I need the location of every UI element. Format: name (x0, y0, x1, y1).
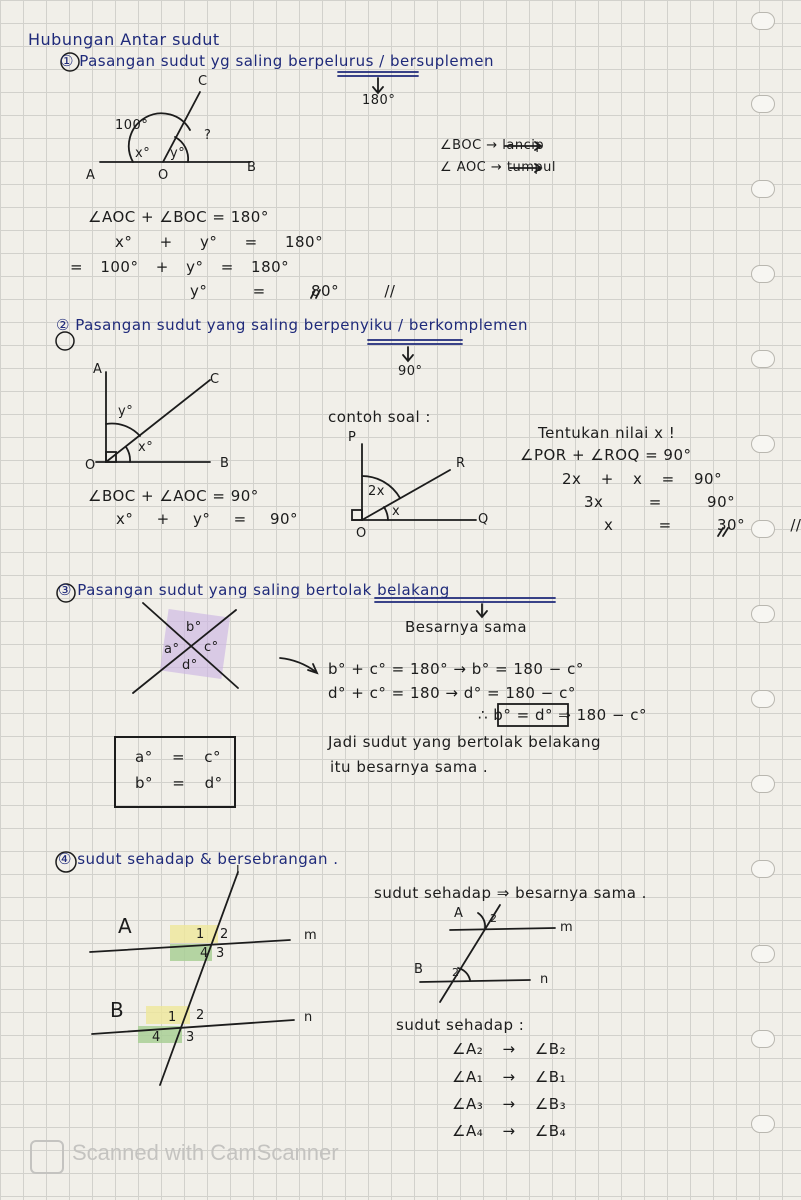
angle-num: 2 (196, 1008, 205, 1023)
solution-line: ∠POR + ∠ROQ = 90° (520, 446, 692, 464)
camscanner-logo-icon (30, 1140, 64, 1174)
equality-box (114, 736, 236, 808)
label-q: Q (478, 512, 489, 527)
label-y: y° (170, 146, 186, 161)
task-text: Tentukan nilai x ! (538, 424, 676, 442)
label-b: B (220, 456, 230, 471)
label-p: P (348, 430, 357, 445)
label-x: x° (138, 440, 154, 455)
label-100: 100° (115, 118, 149, 133)
box-line: a° = c° (135, 748, 222, 766)
complement-value: 90° (398, 364, 423, 379)
label-y: y° (118, 404, 134, 419)
page-title: Hubungan Antar sudut (28, 30, 220, 49)
section-4-heading: ④ sudut sehadap & bersebrangan . (58, 850, 339, 868)
solution-line: 2x + x = 90° (562, 470, 723, 488)
label-c: C (210, 372, 220, 387)
label-o: O (356, 526, 367, 541)
section-2-heading: ② Pasangan sudut yang saling berpenyiku / berkomplemen (56, 316, 528, 334)
eq-line: ∠BOC + ∠AOC = 90° (88, 487, 259, 505)
label-a: A (93, 362, 103, 377)
mini-label-B: B (414, 962, 424, 977)
label-A: A (118, 914, 133, 938)
label-n: n (304, 1010, 313, 1025)
conclusion-line: Jadi sudut yang bertolak belakang (328, 733, 601, 751)
supplement-value: 180° (362, 93, 396, 108)
angle-num: 4 (152, 1030, 161, 1045)
label-2x: 2x (368, 484, 385, 499)
label-a: A (86, 168, 96, 183)
label-d: d° (182, 658, 198, 673)
angle-num: 1 (196, 927, 205, 942)
label-a: a° (164, 642, 180, 657)
angle-num: 3 (186, 1030, 195, 1045)
angle-num: 1 (168, 1010, 177, 1025)
label-o: O (158, 168, 169, 183)
pair-item: ∠A₃ → ∠B₃ (452, 1095, 567, 1113)
mini-angle: 2 (490, 912, 498, 925)
label-c: c° (204, 640, 219, 655)
eq-line: x° + y° = 90° (116, 510, 299, 528)
mini-label-m: m (560, 920, 574, 935)
rule-text: sudut sehadap ⇒ besarnya sama . (374, 884, 647, 902)
mini-label-n: n (540, 972, 549, 987)
eq-line: b° + c° = 180° → b° = 180 − c° (328, 660, 584, 678)
angle-num: 4 (200, 946, 209, 961)
pair-item: ∠A₂ → ∠B₂ (452, 1040, 567, 1058)
label-c: C (198, 74, 208, 89)
label-l: l (236, 864, 241, 879)
label-question: ? (204, 128, 212, 143)
note-boc: ∠BOC → lancip (440, 138, 545, 153)
label-B: B (110, 998, 125, 1022)
mini-label-A: A (454, 906, 464, 921)
conclusion-line: itu besarnya sama . (330, 758, 489, 776)
eq-line: ∠AOC + ∠BOC = 180° (88, 208, 269, 226)
label-r: R (456, 456, 466, 471)
section-1-heading: ① Pasangan sudut yg saling berpelurus / bersuplemen (60, 52, 495, 70)
example-title: contoh soal : (328, 408, 431, 426)
label-m: m (304, 928, 318, 943)
box-line: b° = d° (135, 774, 223, 792)
mini-angle: 2 (452, 966, 460, 979)
eq-line: d° + c° = 180 → d° = 180 − c° (328, 684, 576, 702)
solution-line: 3x = 90° (584, 493, 736, 511)
eq-line: ∴ b° = d° ⇒ 180 − c° (478, 706, 648, 724)
section-3-heading: ③ Pasangan sudut yang saling bertolak belakang (58, 581, 450, 599)
result-text: Besarnya sama (405, 618, 528, 636)
pair-item: ∠A₄ → ∠B₄ (452, 1122, 567, 1140)
angle-num: 2 (220, 927, 229, 942)
solution-line: x = 30° // (604, 516, 801, 534)
note-aoc: ∠ AOC → tumpul (440, 160, 557, 175)
label-o: O (85, 458, 96, 473)
list-title: sudut sehadap : (396, 1016, 525, 1034)
watermark-text: Scanned with CamScanner (72, 1140, 339, 1165)
pair-item: ∠A₁ → ∠B₁ (452, 1068, 567, 1086)
angle-num: 3 (216, 946, 225, 961)
label-b: B (247, 160, 257, 175)
label-x: x (392, 504, 401, 519)
eq-line: x° + y° = 180° (115, 233, 324, 251)
eq-line: = 100° + y° = 180° (70, 258, 290, 276)
label-x: x° (135, 146, 151, 161)
label-b: b° (186, 620, 202, 635)
eq-line: y° = 80° // (190, 282, 396, 300)
